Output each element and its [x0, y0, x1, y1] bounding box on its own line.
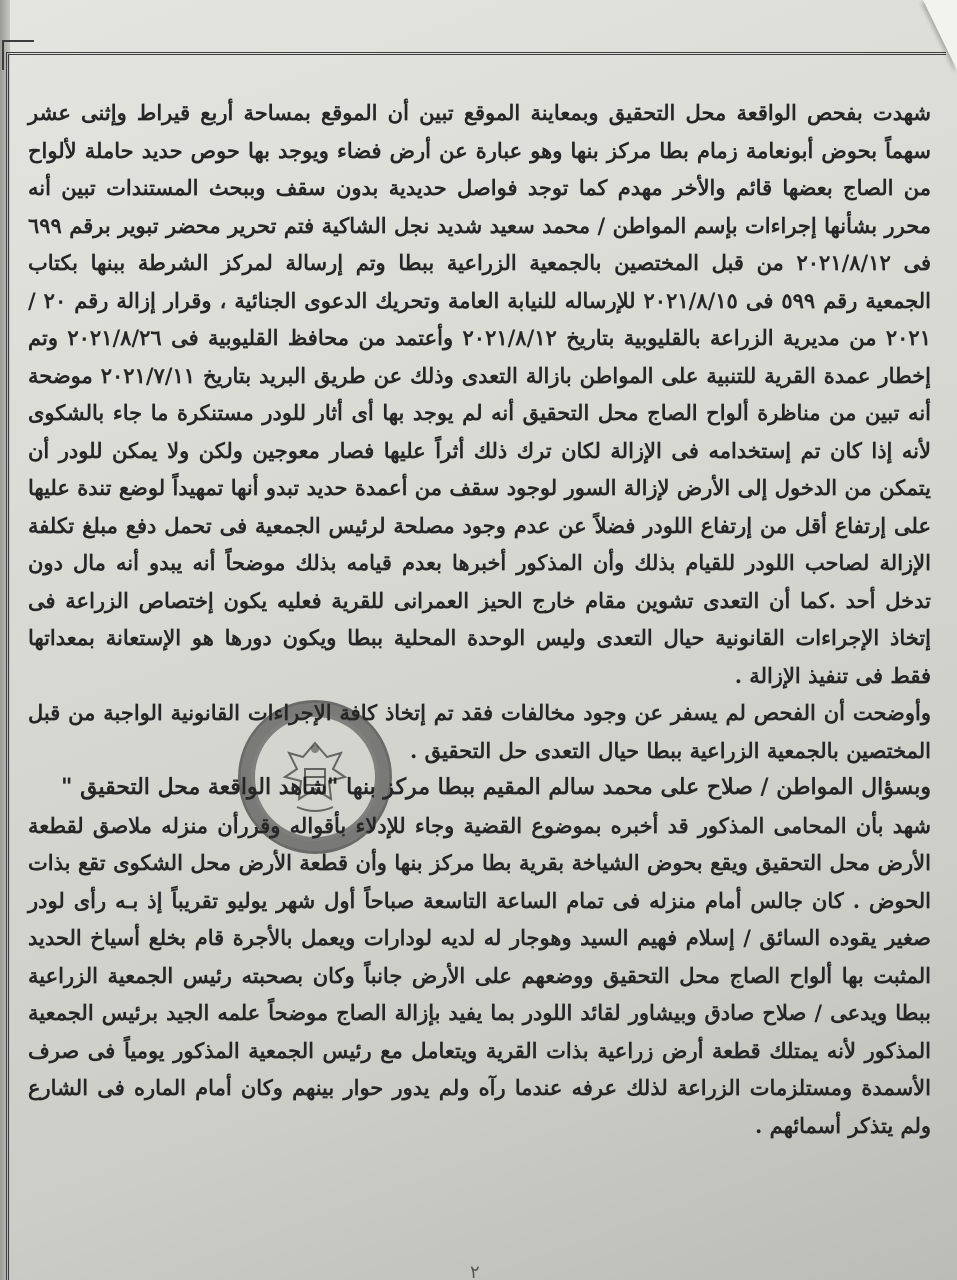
folded-corner	[923, 0, 957, 70]
corner-ornament	[2, 40, 34, 70]
page-number: ٢	[470, 1262, 480, 1280]
paragraph-witness-testimony: شهد بأن المحامى المذكور قد أخبره بموضوع القضية وجاء للإدلاء بأقواله وقررأن منزله ملاصق لقطعة الأرض محل التحقيق ويقع بحوض الشياخة بقرية بطا مركز بنها وأن قطعة الأرض محل الشكوى تقع بذات الحوض . كان جالس أمام منزله فى تمام الساعة التاسعة صباحاً أول شهر يوليو تقريباً إذ بـه رأى لودر صغير يقوده السائق / إسلام فهيم السيد وهوجار له لديه لودارات ويعمل بالأجرة قام بخلع أسياخ الحديد المثبت بها ألواح الصاج محل التحقيق ووضعهم على الأرض جانباً وكان بصحبته رئيس الجمعية الزراعية ببطا ويدعى / صلاح صادق وبيشاور لقائد اللودر بما يفيد بإزالة الصاج موضحاً علمه الجيد برئيس الجمعية المذكور لأنه يمتلك قطعة أرض زراعية بذات القرية ويتعامل مع رئيس الجمعية المذكور يومياً فى صرف الأسمدة ومستلزمات الزراعة لذلك عرفه عندما رآه ولم يدور حوار بينهم وكان أمام الماره فى الشارع ولم يتذكر أسمائهم .	[28, 812, 931, 1138]
paragraph-investigation-findings: شهدت بفحص الواقعة محل التحقيق وبمعاينة الموقع تبين أن الموقع بمساحة أربع قيراط وإثنى عشر سهماً بحوض أبونعامة زمام بطا مركز بنها وهو عبارة عن أرض فضاء ويوجد بها حوص حديد حاملة لألواح من الصاج بعضها قائم والأخر مهدم كما توجد فواصل حديدية بدون سقف وببحث المستندات تبين أنه محرر بشأنها إجراءات بإسم المواطن / محمد سعيد شديد نجل الشاكية فتم تحرير محضر تبوير برقم ٦٩٩ فى ٢٠٢١/٨/١٢ من قبل المختصين بالجمعية الزراعية ببطا وتم إرسالة لمركز الشرطة ببنها بكتاب الجمعية رقم ٥٩٩ فى ٢٠٢١/٨/١٥ للإرساله للنيابة العامة وتحريك الدعوى الجنائية ، وقرار إزالة رقم ٢٠ / ٢٠٢١ من مديرية الزراعة بالقليوبية بتاريخ ٢٠٢١/٨/١٢ وأعتمد من محافظ القليوبية فى ٢٠٢١/٨/٢٦ وتم إخطار عمدة القرية للتنبية على المواطن بازالة التعدى وذلك عن طريق البريد بتاريخ ٢٠٢١/٧/١١ موضحة أنه تبين من مناظرة ألواح الصاج محل التحقيق أنه لم يوجد بها أى أثار للودر مستنكرة ما جاء بالشكوى لأنه إذا كان تم إستخدامه فى الإزالة لكان ترك ذلك أثراً عليها فصار معوجين ولكن ولا يمكن للودر أن يتمكن من الدخول إلى الأرض لإزالة السور لوجود سقف من أعمدة حديد تبدو أنها تمهيداً لوضع تندة عليها على إرتفاع أقل من إرتفاع اللودر فضلاً عن عدم وجود مصلحة لرئيس الجمعية فى تحمل دفع مبلغ تكلفة الإزالة لصاحب اللودر للقيام بذلك وأن المذكور أخبرها بعدم قيامه بذلك موضحاً أنه يبدو أنه مال دون تدخل أحد .كما أن التعدى تشوين مقام خارج الحيز العمرانى للقرية فعليه يكون إختصاص الزراعة فى إتخاذ الإجراءات القانونية حيال التعدى وليس الوحدة المحلية ببطا ويكون دورها هو الإستعانة بمعداتها فقط فى تنفيذ الإزالة .	[28, 100, 932, 688]
paragraph-conclusion: وأوضحت أن الفحص لم يسفر عن وجود مخالفات فقد تم إتخاذ كافة الإجراءات القانونية الواجبة من قبل المختصين بالجمعية الزراعية ببطا حيال التعدى حل التحقيق .	[28, 700, 931, 763]
document-body	[28, 94, 931, 1144]
witness-heading: وبسؤال المواطن / صلاح على محمد سالم المقيم ببطا مركز بنها "شاهد الواقعة محل التحقيق "	[61, 774, 931, 800]
eagle-seal-icon	[238, 700, 392, 854]
